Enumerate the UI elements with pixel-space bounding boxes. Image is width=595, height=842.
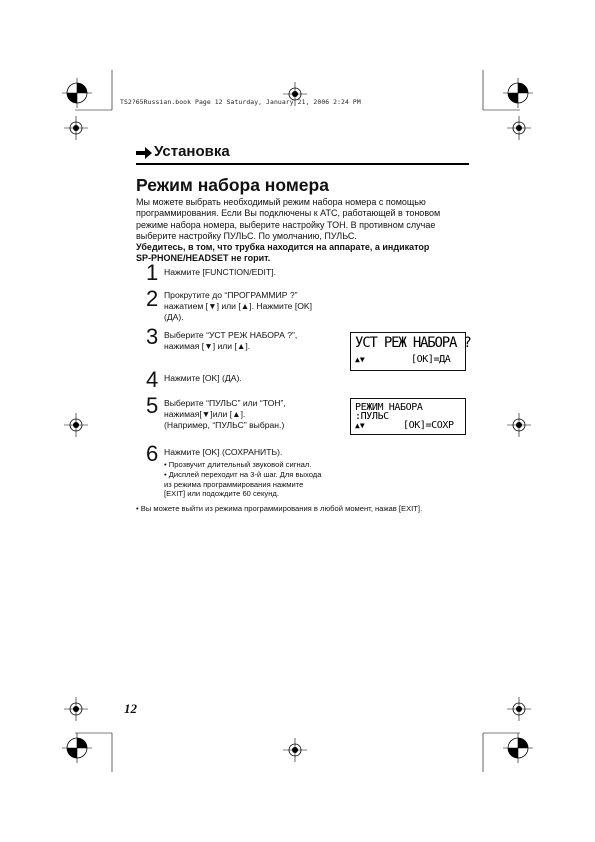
step-number: 1 [146,260,159,285]
step-line: Выберите “УСТ РЕЖ НАБОРА ?”, [164,330,298,340]
step-line: Прокрутите до “ПРОГРАММИР ?” [164,290,298,300]
lcd-ok-label: [OK]=СОХР [403,420,454,431]
step-text [164,447,282,458]
lcd-line: РЕЖИМ НАБОРА [355,402,423,413]
step-line: нажимая [▼] или [▲]. [164,340,251,351]
lcd-arrows: ▲▼ [355,421,365,430]
section-title: Установка [154,143,230,160]
step-line: нажимая[▼]или [▲]. [164,408,246,419]
bullet-item: • Прозвучит длительный звуковой сигнал. [164,460,312,469]
step-number: 3 [146,324,159,349]
step-text [164,330,297,352]
arrow-right-icon [136,146,152,164]
print-header-line: TS2?65Russian.book Page 12 Saturday, January 21, 2006 2:24 PM [120,98,361,106]
intro-line: выберите настройку ПУЛЬС. По умолчанию, ПУЛЬС. [136,230,357,241]
step-line: нажатием [▼] или [▲]. Нажмите [OK] [164,300,313,311]
page-title: Режим набора номера [136,175,329,195]
section-header [136,143,469,165]
lcd-arrows: ▲▼ [355,355,365,364]
bullet-item: из режима программирования нажмите [164,479,304,489]
indicator-name: SP-PHONE/HEADSET [136,253,229,264]
intro-line-tail: не горит. [228,253,271,264]
step-line: (ДА). [164,311,184,322]
step-text [164,290,312,322]
intro-line [136,253,466,264]
lcd-line: УСТ РЕЖ НАБОРА ? [355,335,471,351]
exit-note: • Вы можете выйти из режима программирования в любой момент, нажав [EXIT]. [136,504,423,513]
intro-paragraph [136,197,466,265]
step-number: 6 [146,441,159,466]
step-text [164,398,286,430]
step-line: Нажмите [OK] (СОХРАНИТЬ). [164,447,283,457]
step-number: 4 [146,367,159,392]
step-line: (Например, “ПУЛЬС” выбран.) [164,419,285,430]
intro-line: Мы можете выбрать необходимый режим набора номера с помощью [136,197,426,207]
step-number: 5 [146,393,159,418]
step6-bullets [164,460,321,499]
intro-line: программирования. Если Вы подключены к АТС, работающей в тоновом [136,208,441,219]
lcd-display-dial-mode [350,332,471,371]
step-line: Нажмите [FUNCTION/EDIT]. [164,267,276,277]
lcd-line: :ПУЛЬС [355,411,389,422]
lcd-display-pulse [350,398,466,435]
bullet-item: [EXIT] или подождите 60 секунд. [164,489,279,499]
step-number: 2 [146,286,159,311]
bullet-item: • Дисплей переходит на 3-й шаг. Для выхода [164,469,322,479]
step-text [164,267,276,278]
step-line: Выберите “ПУЛЬС” или “ТОН”, [164,398,286,408]
lcd-ok-label: [OK]=ДА [411,354,451,365]
intro-line: Убедитесь, в том, что трубка находится на аппарате, а индикатор [136,242,430,253]
step-text [164,373,242,384]
intro-line: режиме набора номера, выберите настройку ТОН. В противном случае [136,219,436,230]
step-line: Нажмите [OK] (ДА). [164,373,242,383]
page-number: 12 [124,701,137,716]
